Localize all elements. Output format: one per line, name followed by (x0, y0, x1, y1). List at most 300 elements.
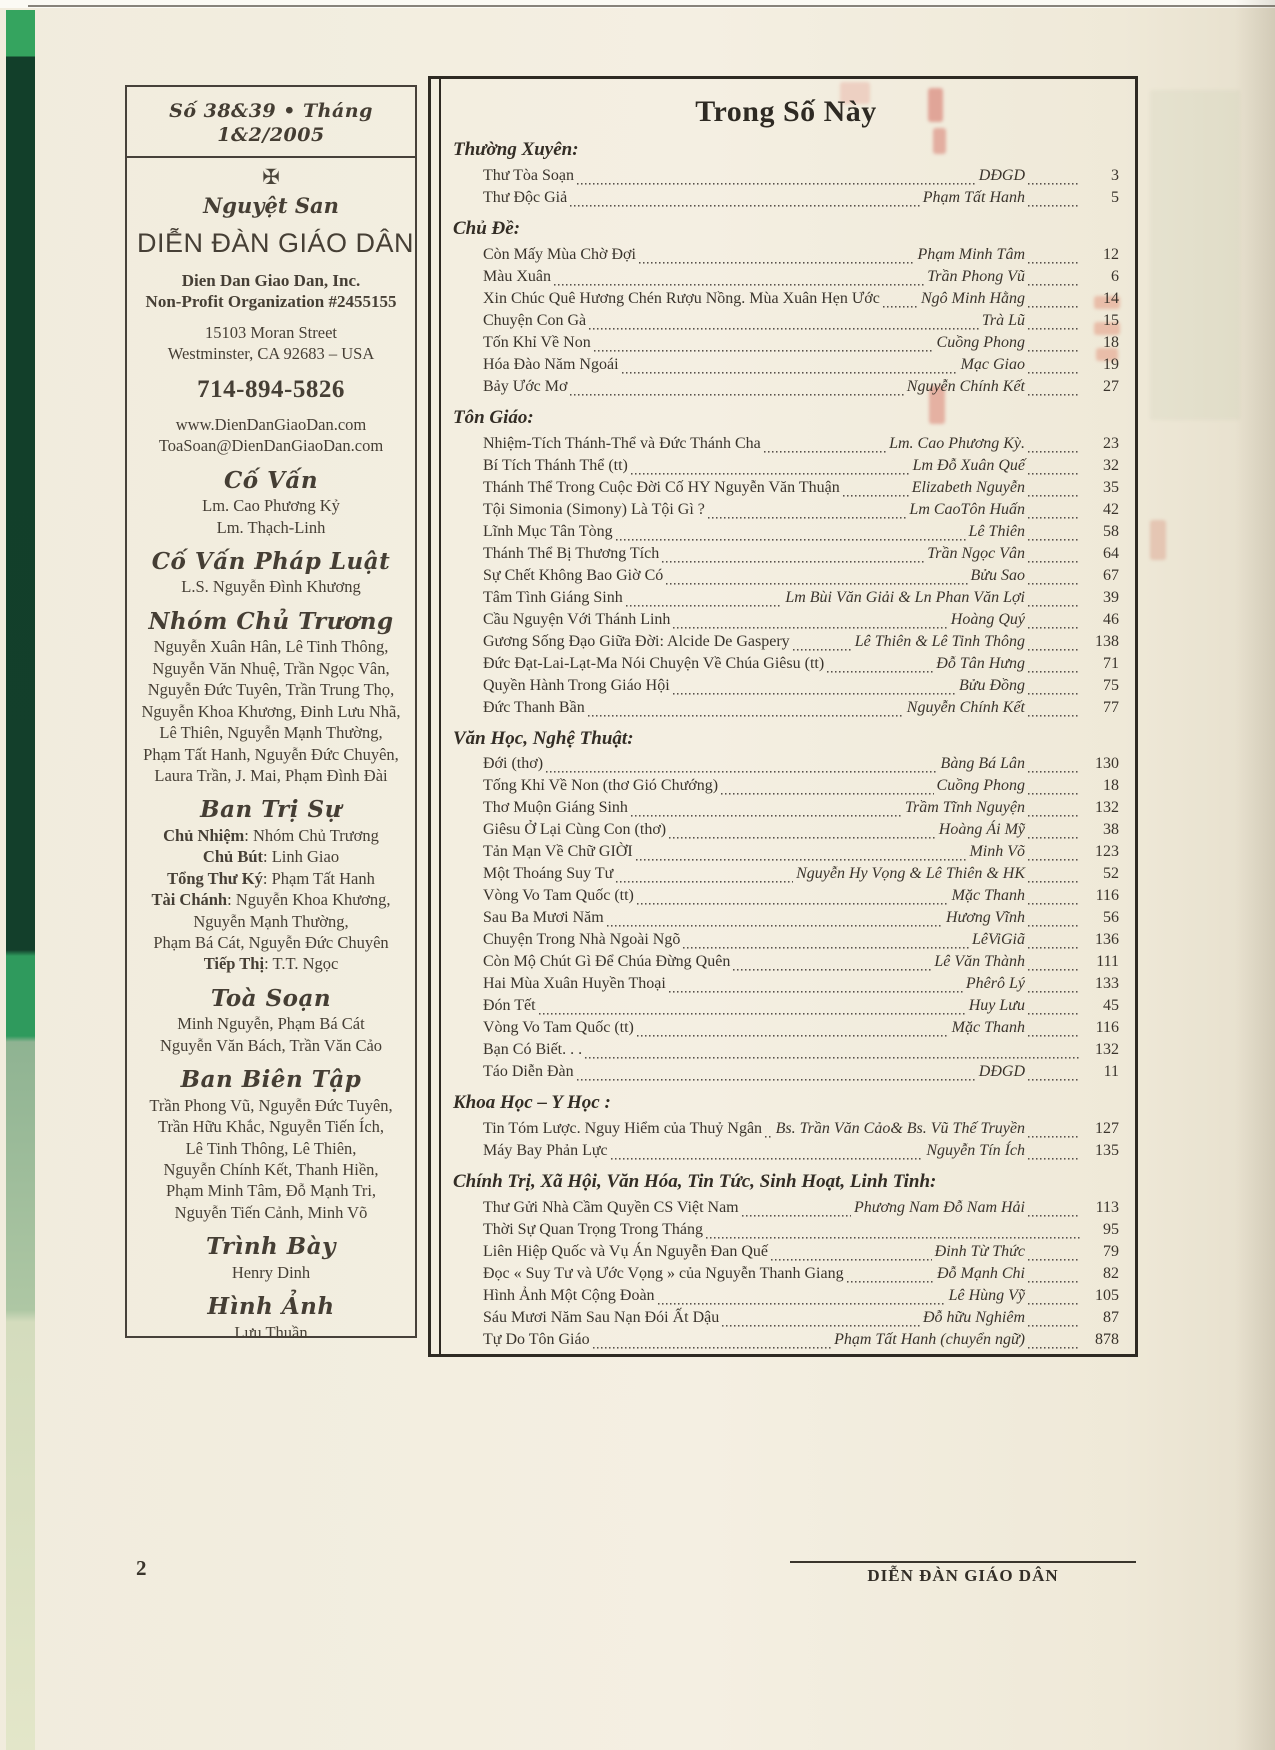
dot-leader (742, 1205, 851, 1219)
dot-leader (593, 1337, 831, 1351)
toc-entry-title: Quyền Hành Trong Giáo Hội (483, 676, 670, 694)
toc-entry-author: Hương Vĩnh (945, 909, 1025, 927)
masthead-line: Nguyễn Tiến Cảnh, Minh Võ (174, 1202, 368, 1222)
masthead-line: Lm. Cao Phương Kỷ (202, 496, 340, 516)
toc-entry-title: Thư Tòa Soạn (483, 166, 575, 184)
toc-entry-page: 79 (1103, 1243, 1119, 1261)
dot-leader (588, 705, 904, 719)
dot-leader (631, 463, 910, 477)
toc-entry-title: Thư Độc Giả (483, 188, 568, 206)
toc-entry-page: 116 (1095, 1019, 1119, 1037)
toc-entry-title: Tốn Khỉ Về Non (483, 333, 591, 351)
dot-leader (1028, 1003, 1080, 1017)
toc-entry-author: Phạm Tất Hanh (chuyển ngữ) (834, 1331, 1025, 1349)
toc-entry (453, 1219, 1119, 1241)
toc-entry-page: 127 (1095, 1120, 1119, 1138)
toc-entry-title: Xin Chúc Quê Hương Chén Rượu Nồng. Mùa Xuân Hẹn Ước (483, 289, 880, 307)
phone-number: 714-894-5826 (197, 375, 345, 403)
toc-entry-author: LêViGiã (971, 931, 1025, 949)
masthead-section-heading: Nhóm Chủ Trương (148, 607, 394, 635)
dot-leader (1028, 893, 1080, 907)
toc-entry-author: Phạm Tất Hanh (922, 188, 1025, 206)
toc-entry-page: 132 (1095, 1041, 1119, 1059)
toc-entry-page: 6 (1111, 267, 1119, 285)
toc-entry-page: 5 (1111, 188, 1119, 206)
dot-leader (706, 1227, 1080, 1241)
toc-entry-title: Chuyện Trong Nhà Ngoài Ngõ (483, 931, 681, 949)
toc-entry-page: 18 (1103, 777, 1119, 795)
toc-entry-title: Thánh Thể Trong Cuộc Đời Cố HY Nguyễn Văn Thuận (483, 478, 840, 496)
toc-entry-title: Màu Xuân (483, 267, 551, 285)
toc-entry (453, 995, 1119, 1017)
dot-leader (793, 639, 852, 653)
masthead-line: Phạm Tất Hanh, Nguyễn Đức Chuyên, (143, 744, 399, 764)
dot-leader (666, 573, 967, 587)
toc-entry-author: Lê Thiên (968, 522, 1025, 540)
toc-entry-author: Lê Hùng Vỹ (948, 1287, 1025, 1305)
toc-entry (453, 288, 1119, 310)
website-url: www.DienDanGiaoDan.com (175, 414, 367, 434)
toc-entry-author: Mặc Thanh (951, 887, 1025, 905)
masthead-section-lines (137, 825, 405, 975)
dot-leader (1028, 485, 1080, 499)
toc-entry (453, 1017, 1119, 1039)
dot-leader (1028, 1025, 1080, 1039)
dot-leader (669, 827, 936, 841)
toc-entry (453, 244, 1119, 266)
toc-entry (453, 863, 1119, 885)
toc-entry (453, 332, 1119, 354)
toc-entry-title: Sau Ba Mươi Năm (483, 909, 604, 927)
toc-title: Trong Số Này (695, 95, 877, 128)
issue-line: Số 38&39 • Tháng 1&2/2005 (169, 100, 373, 147)
email-address: ToaSoan@DienDanGiaoDan.com (158, 436, 384, 456)
toc-entry-page: 136 (1095, 931, 1119, 949)
toc-entry-title: Tản Mạn Về Chữ GIỜI (483, 843, 633, 861)
dot-leader (1028, 683, 1080, 697)
masthead-line: Nguyễn Khoa Khương, Đinh Lưu Nhã, (141, 701, 401, 721)
toc-sections (453, 139, 1119, 1351)
magazine-spine-strip (6, 10, 35, 1750)
footer-magazine-name: DIỄN ĐÀN GIÁO DÂN (867, 1566, 1059, 1585)
toc-entry-author: Đinh Từ Thức (934, 1243, 1025, 1261)
dot-leader (585, 1047, 1080, 1061)
masthead-line: Tiếp Thị: T.T. Ngọc (203, 954, 339, 974)
toc-entry (453, 753, 1119, 775)
toc-entry-author: Nguyễn Chính Kết (906, 377, 1025, 395)
toc-entry-page: 18 (1103, 333, 1119, 351)
masthead-line: Lm. Thạch-Linh (216, 517, 326, 537)
toc-entry-author: Hoàng Quý (950, 610, 1025, 628)
dot-leader (1028, 274, 1080, 288)
toc-entry-page: 123 (1095, 843, 1119, 861)
masthead-staff-sections (137, 468, 405, 1343)
toc-entry (453, 455, 1119, 477)
dot-leader (1028, 195, 1080, 209)
toc-entry (453, 929, 1119, 951)
masthead-line: Nguyễn Đức Tuyên, Trần Trung Thọ, (147, 680, 395, 700)
toc-entry-page: 77 (1103, 698, 1119, 716)
dot-leader (1028, 441, 1080, 455)
dot-leader (658, 1293, 946, 1307)
dot-leader (637, 1025, 949, 1039)
address-street: 15103 Moran Street (205, 322, 337, 342)
dot-leader (733, 959, 931, 973)
masthead-box (125, 85, 417, 1342)
masthead-line: Chủ Bút: Linh Giao (202, 847, 340, 867)
toc-entry (453, 1118, 1119, 1140)
toc-entry-page: 95 (1103, 1221, 1119, 1239)
dot-leader (1028, 981, 1080, 995)
masthead-section-heading: Cố Vấn (223, 466, 319, 494)
dot-leader (1028, 340, 1080, 354)
masthead-subtitle: Nguyệt San (203, 192, 339, 218)
masthead-line: Phạm Bá Cát, Nguyễn Đức Chuyên (153, 933, 389, 953)
dot-leader (721, 783, 933, 797)
toc-entry-page: 23 (1103, 434, 1119, 452)
toc-entry-author: Trầm Tĩnh Nguyện (904, 799, 1025, 817)
scan-edge-line (28, 5, 1275, 7)
toc-entry-title: Tâm Tình Giáng Sinh (483, 588, 623, 606)
toc-entry (453, 1307, 1119, 1329)
toc-entry-author: Trần Phong Vũ (927, 267, 1025, 285)
dot-leader (1028, 937, 1080, 951)
masthead-line: Minh Nguyễn, Phạm Bá Cát (177, 1014, 365, 1034)
toc-section-heading: Tôn Giáo: (453, 406, 534, 428)
toc-entry-title: Đức Đạt-Lai-Lạt-Ma Nói Chuyện Về Chúa Giêsu (tt) (483, 654, 825, 672)
toc-inner-border-line (439, 79, 441, 1354)
dot-leader (1028, 384, 1080, 398)
masthead-line: Nguyễn Văn Nhuệ, Trần Ngọc Vân, (152, 658, 390, 678)
dot-leader (1028, 827, 1080, 841)
toc-entry-author: Đỗ hữu Nghiêm (922, 1309, 1025, 1327)
toc-entry-author: Bàng Bá Lân (940, 755, 1025, 773)
dot-leader (1028, 959, 1080, 973)
scan-right-shadow (1235, 0, 1275, 1750)
org-nonprofit: Non-Profit Organization #2455155 (145, 292, 397, 312)
toc-entry-page: 67 (1103, 566, 1119, 584)
masthead-line: Tài Chánh: Nguyễn Khoa Khương, (151, 890, 391, 910)
dot-leader (764, 441, 886, 455)
toc-entry (453, 310, 1119, 332)
toc-entry-author: DĐGD (978, 1063, 1025, 1081)
dot-leader (539, 1003, 966, 1017)
dot-leader (546, 761, 938, 775)
masthead-section-heading: Ban Trị Sự (200, 796, 342, 824)
toc-entry-page: 71 (1103, 654, 1119, 672)
toc-entry-page: 46 (1103, 610, 1119, 628)
masthead-line: Trần Hữu Khắc, Nguyễn Tiến Ích, (157, 1117, 385, 1137)
masthead-line: Lê Tinh Thông, Lê Thiên, (185, 1138, 357, 1158)
toc-entry (453, 675, 1119, 697)
dot-leader (673, 617, 947, 631)
masthead-section-lines (137, 1322, 405, 1343)
toc-entry-page: 58 (1103, 522, 1119, 540)
toc-entry-page: 132 (1095, 799, 1119, 817)
dot-leader (1028, 252, 1080, 266)
masthead-line: Nguyễn Chính Kết, Thanh Hiền, (163, 1159, 379, 1179)
toc-entry-author: Lm Đỗ Xuân Quế (912, 456, 1025, 474)
dot-leader (1028, 551, 1080, 565)
toc-entry-title: Thư Gửi Nhà Cầm Quyền CS Việt Nam (483, 1199, 739, 1217)
toc-entry (453, 477, 1119, 499)
toc-entry-author: Huy Lưu (968, 997, 1025, 1015)
dot-leader (1028, 529, 1080, 543)
toc-entry-title: Đón Tết (483, 997, 536, 1015)
toc-entry (453, 973, 1119, 995)
toc-entry (453, 1241, 1119, 1263)
dot-leader (570, 384, 903, 398)
dot-leader (570, 195, 920, 209)
masthead-line: Henry Dinh (231, 1262, 311, 1282)
toc-entry-title: Tin Tóm Lược. Nguy Hiểm của Thuỷ Ngân (483, 1120, 763, 1138)
toc-entry-title: Đới (thơ) (483, 755, 544, 773)
toc-entry (453, 1285, 1119, 1307)
toc-entry-page: 38 (1103, 821, 1119, 839)
toc-entry-page: 111 (1096, 953, 1119, 971)
masthead-section-lines (137, 495, 405, 538)
dot-leader (1028, 296, 1080, 310)
dot-leader (637, 893, 949, 907)
toc-entry (453, 565, 1119, 587)
toc-entry (453, 1263, 1119, 1285)
masthead-line: Lê Thiên, Nguyễn Mạnh Thường, (159, 723, 383, 743)
toc-entry-title: Thơ Muộn Giáng Sinh (483, 799, 628, 817)
toc-entry-author: Lm CaoTôn Huấn (909, 500, 1025, 518)
dot-leader (1028, 761, 1080, 775)
address-city: Westminster, CA 92683 – USA (167, 343, 375, 363)
toc-entry-author: Elizabeth Nguyễn (911, 478, 1025, 496)
toc-entry (453, 499, 1119, 521)
toc-entry-page: 133 (1095, 975, 1119, 993)
dot-leader (1028, 871, 1080, 885)
toc-entry (453, 609, 1119, 631)
dot-leader (1028, 705, 1080, 719)
toc-entry-author: Phêrô Lý (965, 975, 1025, 993)
masthead-section-lines (137, 576, 405, 597)
bleed-artifact (1150, 520, 1166, 560)
toc-entry (453, 521, 1119, 543)
dot-leader (1028, 617, 1080, 631)
dot-leader (1028, 805, 1080, 819)
toc-entry (453, 907, 1119, 929)
footer-rule (790, 1561, 1136, 1563)
toc-entry-title: Tự Do Tôn Giáo (483, 1331, 590, 1349)
toc-entry (453, 885, 1119, 907)
toc-entry (453, 819, 1119, 841)
toc-entry-author: Bửu Đồng (958, 676, 1025, 694)
toc-entry-page: 19 (1103, 355, 1119, 373)
bleed-artifact (1150, 90, 1240, 420)
dot-leader (1028, 1205, 1080, 1219)
toc-entry (453, 797, 1119, 819)
toc-entry-title: Sáu Mươi Năm Sau Nạn Đói Ất Dậu (483, 1309, 720, 1327)
toc-entry (453, 187, 1119, 209)
toc-entry (453, 376, 1119, 398)
dot-leader (554, 274, 924, 288)
dot-leader (827, 661, 933, 675)
toc-entry-page: 130 (1095, 755, 1119, 773)
dot-leader (1028, 849, 1080, 863)
dot-leader (616, 529, 966, 543)
toc-entry (453, 653, 1119, 675)
toc-entry-title: Cầu Nguyện Với Thánh Linh (483, 610, 671, 628)
dot-leader (1028, 318, 1080, 332)
toc-entry (453, 951, 1119, 973)
toc-section-heading: Thường Xuyên: (453, 139, 579, 160)
toc-entry-page: 135 (1095, 1142, 1119, 1160)
masthead-section-heading: Toà Soạn (210, 984, 332, 1012)
toc-entry-page: 14 (1103, 289, 1119, 307)
toc-entry-page: 32 (1103, 456, 1119, 474)
dot-leader (1028, 915, 1080, 929)
dot-leader (616, 871, 793, 885)
toc-entry-title: Máy Bay Phản Lực (483, 1142, 608, 1160)
toc-entry-page: 27 (1103, 377, 1119, 395)
masthead-line: Chủ Nhiệm: Nhóm Chủ Trương (163, 825, 379, 845)
masthead-line: Nguyễn Mạnh Thường, (193, 911, 349, 931)
toc-entry-title: Vòng Vo Tam Quốc (tt) (483, 887, 634, 905)
toc-entry (453, 1197, 1119, 1219)
toc-entry (453, 775, 1119, 797)
dot-leader (843, 485, 909, 499)
toc-entry-author: Mạc Giao (960, 355, 1025, 373)
toc-entry-author: Đỗ Mạnh Chi (937, 1265, 1025, 1283)
toc-entry-page: 39 (1103, 588, 1119, 606)
toc-entry-page: 113 (1095, 1199, 1119, 1217)
toc-entry (453, 841, 1119, 863)
dot-leader (1028, 783, 1080, 797)
toc-entry (453, 354, 1119, 376)
toc-entry-title: Đọc « Suy Tư và Ước Vọng » của Nguyễn Thanh Giang (483, 1265, 844, 1283)
masthead-line: Lưu Thuần (234, 1322, 308, 1342)
dot-leader (771, 1249, 932, 1263)
dot-leader (589, 318, 979, 332)
masthead-line: Nguyễn Văn Bách, Trần Văn Cảo (159, 1035, 383, 1055)
toc-entry-title: Bí Tích Thánh Thể (tt) (483, 456, 628, 474)
toc-entry-author: Trà Lũ (981, 311, 1025, 329)
toc-entry-author: Lm. Cao Phương Kỳ. (889, 434, 1025, 452)
dot-leader (1028, 173, 1080, 187)
toc-entry-author: Nguyễn Chính Kết (906, 698, 1025, 716)
toc-entry-page: 75 (1103, 676, 1119, 694)
toc-entry-author: Cuồng Phong (936, 333, 1025, 351)
toc-entry-title: Bảy Ước Mơ (483, 377, 568, 395)
toc-entry-title: Giêsu Ở Lại Cùng Con (thơ) (483, 821, 667, 839)
toc-entry-title: Tội Simonia (Simony) Là Tội Gì ? (483, 500, 705, 518)
toc-entry-page: 87 (1103, 1309, 1119, 1327)
dot-leader (1028, 1293, 1080, 1307)
toc-entry-page: 116 (1095, 887, 1119, 905)
dot-leader (1028, 1126, 1080, 1140)
toc-entry-title: Táo Diễn Đàn (483, 1063, 574, 1081)
dot-leader (669, 981, 963, 995)
toc-entry-title: Hóa Đào Năm Ngoái (483, 355, 619, 373)
toc-section-heading: Văn Học, Nghệ Thuật: (453, 727, 634, 749)
toc-entry-author: Nguyễn Hy Vọng & Lê Thiên & HK (796, 865, 1025, 883)
toc-entry-page: 12 (1103, 245, 1119, 263)
masthead-section-lines (137, 1262, 405, 1283)
dot-leader (626, 595, 783, 609)
toc-entry-author: Lm Bùi Văn Giải & Ln Phan Văn Lợi (785, 588, 1025, 606)
masthead-line: Trần Phong Vũ, Nguyễn Đức Tuyên, (149, 1095, 393, 1115)
toc-entry-page: 15 (1103, 311, 1119, 329)
toc-entry (453, 266, 1119, 288)
toc-entry-title: Còn Mộ Chút Gì Để Chúa Đừng Quên (483, 953, 731, 971)
masthead-section-heading: Ban Biên Tập (180, 1066, 362, 1094)
org-name: Dien Dan Giao Dan, Inc. (181, 271, 361, 291)
toc-entry-page: 64 (1103, 544, 1119, 562)
toc-entry-page: 42 (1103, 500, 1119, 518)
toc-entry-title: Hai Mùa Xuân Huyền Thoại (483, 975, 666, 993)
toc-entry-author: DĐGD (978, 166, 1025, 184)
toc-box (428, 76, 1138, 1357)
toc-entry-author: Trần Ngọc Vân (927, 544, 1025, 562)
dot-leader (1028, 463, 1080, 477)
masthead-section-lines (137, 1013, 405, 1056)
toc-entry-title: Chuyện Con Gà (483, 311, 587, 329)
toc-entry-title: Tống Khỉ Về Non (thơ Gió Chướng) (483, 777, 719, 795)
dot-leader (1028, 362, 1080, 376)
toc-entry (453, 631, 1119, 653)
toc-entry-author: Bs. Trần Văn Cảo& Bs. Vũ Thế Truyền (775, 1120, 1025, 1138)
maltese-cross-icon: ✠ (262, 164, 280, 189)
toc-entry-title: Vòng Vo Tam Quốc (tt) (483, 1019, 634, 1037)
masthead-section-lines (137, 636, 405, 786)
toc-section-heading: Chủ Đề: (453, 217, 521, 239)
toc-entry (453, 165, 1119, 187)
toc-entry-title: Sự Chết Không Bao Giờ Có (483, 566, 664, 584)
toc-entry-page: 878 (1095, 1331, 1119, 1349)
dot-leader (1028, 1337, 1080, 1351)
masthead-section-lines (137, 1095, 405, 1224)
masthead-section-heading: Cố Vấn Pháp Luật (151, 548, 391, 576)
toc-entry-author: Phạm Minh Tâm (917, 245, 1025, 263)
masthead-line: Phạm Minh Tâm, Đỗ Mạnh Tri, (165, 1181, 377, 1201)
toc-entry-title: Thánh Thể Bị Thương Tích (483, 544, 660, 562)
toc-entry-page: 35 (1103, 478, 1119, 496)
toc-entry (453, 697, 1119, 719)
toc-entry-author: Phương Nam Đỗ Nam Hải (853, 1199, 1025, 1217)
dot-leader (639, 252, 915, 266)
toc-entry-author: Minh Võ (969, 843, 1025, 861)
toc-entry-author: Lê Thiên & Lê Tinh Thông (854, 632, 1025, 650)
dot-leader (722, 1315, 920, 1329)
toc-entry-title: Hình Ảnh Một Cộng Đoàn (483, 1287, 655, 1305)
toc-section-heading: Chính Trị, Xã Hội, Văn Hóa, Tin Tức, Sinh Hoạt, Linh Tinh: (453, 1171, 937, 1193)
masthead-line: Laura Trần, J. Mai, Phạm Đình Đài (154, 765, 388, 785)
dot-leader (577, 173, 976, 187)
dot-leader (607, 915, 943, 929)
toc-entry-author: Lê Văn Thành (934, 953, 1025, 971)
toc-entry-page: 138 (1095, 632, 1119, 650)
masthead-line: L.S. Nguyễn Đình Khương (181, 577, 361, 597)
toc-section-heading: Khoa Học – Y Học : (453, 1092, 611, 1114)
dot-leader (1028, 661, 1080, 675)
toc-entry (453, 587, 1119, 609)
toc-entry (453, 1329, 1119, 1351)
toc-entry-page: 82 (1103, 1265, 1119, 1283)
toc-entry-author: Nguyễn Tín Ích (926, 1142, 1025, 1160)
issue-divider (127, 156, 415, 158)
page-number: 2 (136, 1556, 147, 1580)
toc-entry-author: Mặc Thanh (951, 1019, 1025, 1037)
toc-entry-page: 52 (1103, 865, 1119, 883)
toc-entry-title: Đức Thanh Bần (483, 698, 585, 716)
dot-leader (622, 362, 958, 376)
toc-entry-author: Cuồng Phong (936, 777, 1025, 795)
dot-leader (1028, 507, 1080, 521)
